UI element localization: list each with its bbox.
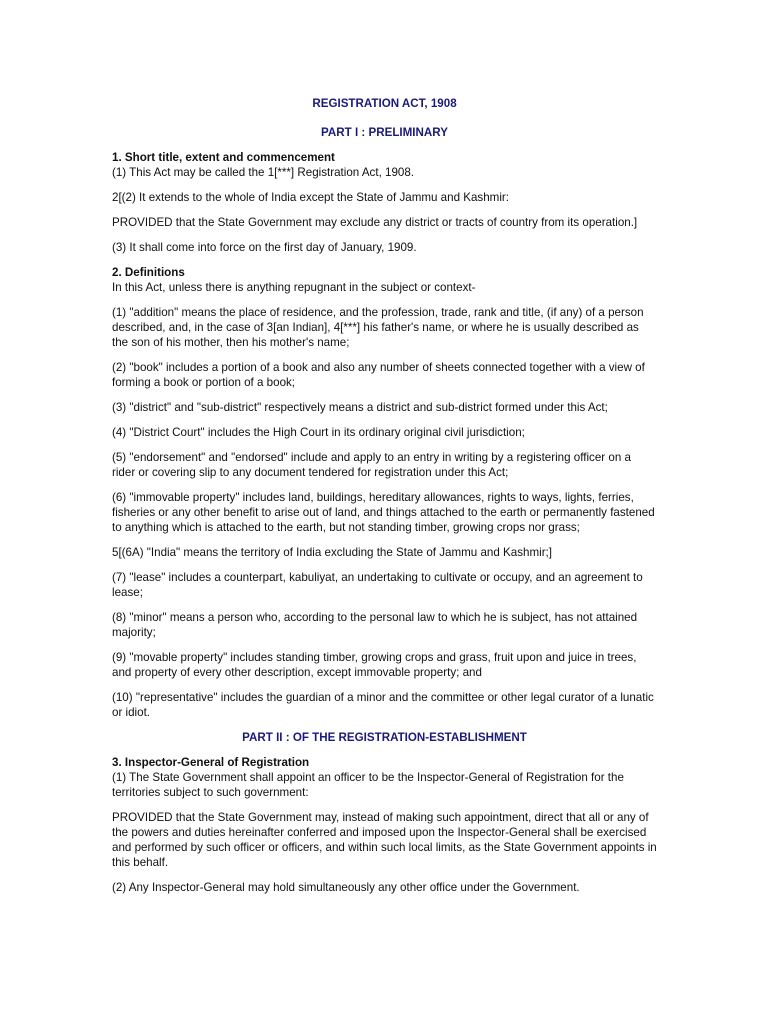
section1-paragraph-4: (3) It shall come into force on the first day of January, 1909. [112, 241, 417, 254]
definition-9: (9) "movable property" includes standing timber, growing crops and grass, fruit upon and juice in trees, and property of every other description, except immovable property; and [112, 651, 637, 679]
definition-6: (6) "immovable property" includes land, buildings, hereditary allowances, rights to ways, lights, ferries, fisheries or any other benefit to arise out of land, and things attached to the earth or permanently fastened to anything which is attached to the earth, but not standing timber, growing crops nor grass; [112, 491, 655, 534]
definition-3: (3) "district" and "sub-district" respectively means a district and sub-district formed under this Act; [112, 401, 608, 414]
section2-title: 2. Definitions [112, 266, 185, 279]
definition-10: (10) "representative" includes the guardian of a minor and the committee or other legal curator of a lunatic or idiot. [112, 691, 654, 719]
definition-1: (1) "addition" means the place of residence, and the profession, trade, rank and title, (if any) of a person described, and, in the case of 3[an Indian], 4[***] his father's name, or where he is usually described as the son of his mother, then his mother's name; [112, 306, 644, 349]
section2-intro: In this Act, unless there is anything repugnant in the subject or context- [112, 281, 476, 294]
section3-paragraph-2: PROVIDED that the State Government may, instead of making such appointment, direct that all or any of the powers and duties hereinafter conferred and imposed upon the Inspector-General shall be exercised and performed by such officer or officers, and within such local limits, as the State Government appoints in this behalf. [112, 811, 657, 869]
definition-4: (4) "District Court" includes the High Court in its ordinary original civil jurisdiction; [112, 426, 525, 439]
definition-2: (2) "book" includes a portion of a book and also any number of sheets connected together with a view of forming a book or portion of a book; [112, 361, 645, 389]
section1-title: 1. Short title, extent and commencement [112, 151, 335, 164]
section1-paragraph-1: (1) This Act may be called the 1[***] Registration Act, 1908. [112, 166, 415, 179]
definition-6a: 5[(6A) "India" means the territory of India excluding the State of Jammu and Kashmir;] [112, 546, 552, 559]
part2-heading: PART II : OF THE REGISTRATION-ESTABLISHMENT [242, 731, 527, 744]
section1-paragraph-2: 2[(2) It extends to the whole of India except the State of Jammu and Kashmir: [112, 191, 509, 204]
section3-title: 3. Inspector-General of Registration [112, 756, 310, 769]
section3-paragraph-3: (2) Any Inspector-General may hold simultaneously any other office under the Government. [112, 881, 580, 894]
section1-paragraph-3: PROVIDED that the State Government may exclude any district or tracts of country from its operation.] [112, 216, 638, 229]
document-page [112, 96, 657, 895]
definition-5: (5) "endorsement" and "endorsed" include and apply to an entry in writing by a registering officer on a rider or covering slip to any document tendered for registration under this Act; [112, 451, 631, 479]
part1-heading: PART I : PRELIMINARY [321, 126, 448, 139]
section3-paragraph-1: (1) The State Government shall appoint an officer to be the Inspector-General of Registration for the territories subject to such government: [112, 771, 624, 799]
document-title: REGISTRATION ACT, 1908 [312, 97, 457, 110]
definition-8: (8) "minor" means a person who, according to the personal law to which he is subject, has not attained majority; [112, 611, 638, 639]
definition-7: (7) "lease" includes a counterpart, kabuliyat, an undertaking to cultivate or occupy, and an agreement to lease; [112, 571, 643, 599]
